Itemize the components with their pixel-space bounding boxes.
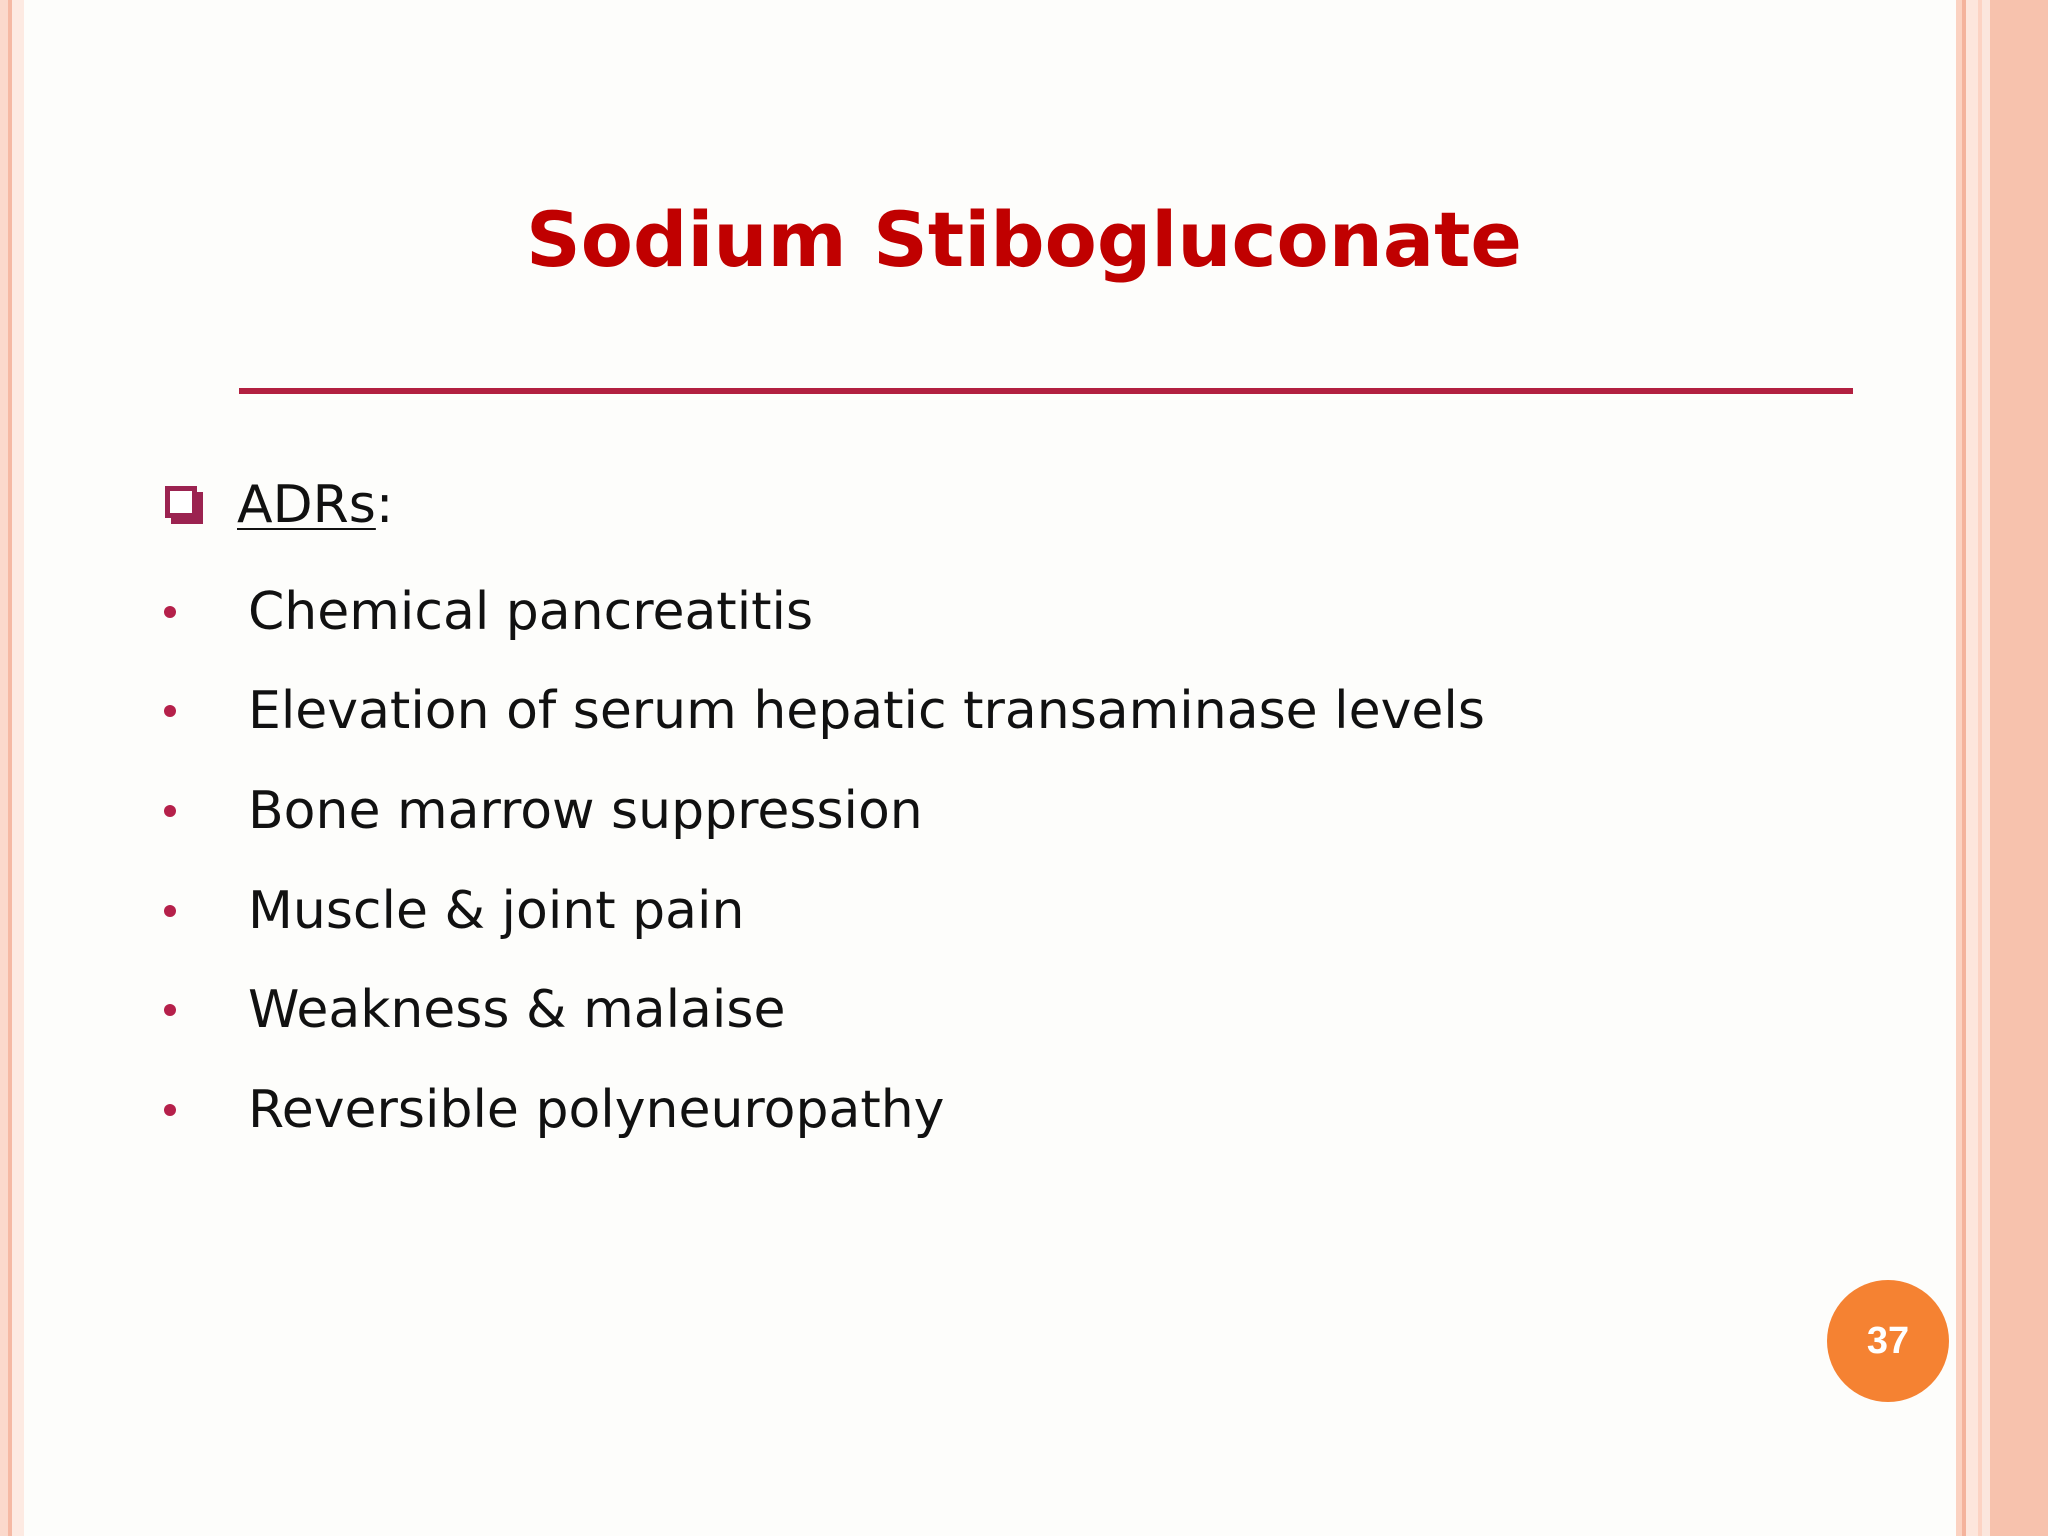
bullet-text: Elevation of serum hepatic transaminase levels <box>248 681 1485 742</box>
bullet-text: Chemical pancreatitis <box>248 581 814 642</box>
bullet-dot-icon <box>164 805 176 817</box>
list-item <box>160 960 1485 1060</box>
bullet-dot-icon <box>164 1104 176 1116</box>
title-divider <box>239 388 1853 394</box>
bullet-dot-icon <box>164 705 176 717</box>
bullet-dot-icon <box>164 606 176 618</box>
bullet-text: Reversible polyneuropathy <box>248 1079 945 1140</box>
bullet-text: Weakness & malaise <box>248 980 786 1041</box>
bullet-dot-icon <box>164 905 176 917</box>
section-heading-text: ADRs <box>237 475 376 535</box>
checkbox-icon <box>165 486 203 524</box>
bullet-text: Bone marrow suppression <box>248 780 923 841</box>
section-heading <box>165 470 393 540</box>
section-heading-colon: : <box>375 475 394 535</box>
list-item <box>160 662 1485 762</box>
slide-title: Sodium Stibogluconate <box>526 195 1522 284</box>
list-item <box>160 1060 1485 1160</box>
list-item <box>160 761 1485 861</box>
bullet-list <box>160 562 1485 1160</box>
list-item <box>160 861 1485 961</box>
list-item <box>160 562 1485 662</box>
page-number-badge: 37 <box>1827 1280 1949 1402</box>
bullet-dot-icon <box>164 1004 176 1016</box>
bullet-text: Muscle & joint pain <box>248 880 745 941</box>
